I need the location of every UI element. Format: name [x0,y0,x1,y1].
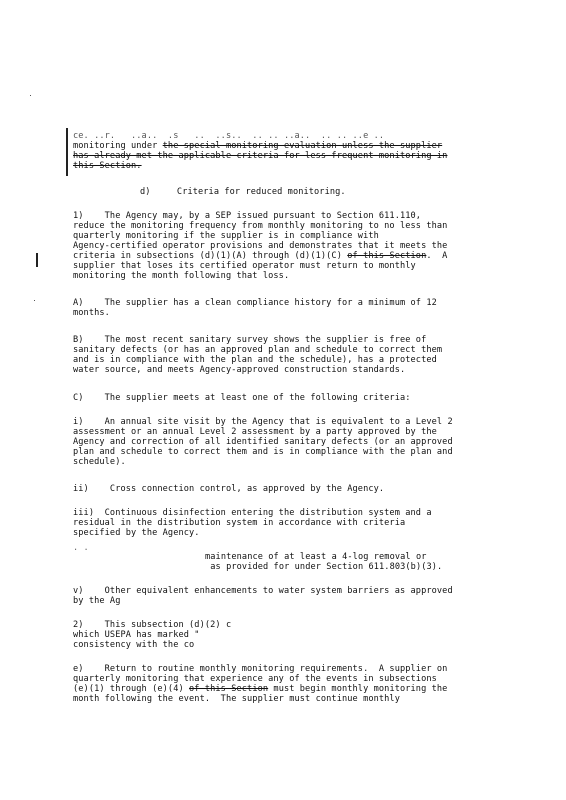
itemV-line: v) Other equivalent enhancements to water system barriers as approved [73,586,453,596]
itemV-line: by the Ag [73,596,121,606]
section-heading-d: d) Criteria for reduced monitoring. [140,187,346,197]
itemB-line: sanitary defects (or has an approved plan and schedule to correct them [73,345,443,355]
item2-line: which USEPA has marked " [73,630,200,640]
itemIV-line: . . [73,543,89,553]
itemI-line: schedule). [73,457,126,467]
revision-bar [66,128,68,176]
item2-line: 2) This subsection (d)(2) c [73,620,232,630]
itemIII-line: residual in the distribution system in accordance with criteria [73,518,406,528]
fragment-line: ce. ..r. ..a.. .s .. ..s.. .. .. ..a.. .. .. ..e .. [73,131,385,141]
scan-speck [34,300,35,301]
itemII-line: ii) Cross connection control, as approved by the Agency. [73,484,385,494]
itemE-line: (e)(1) through (e)(4) of this Section must begin monthly monitoring the [73,684,448,694]
itemE-line: month following the event. The supplier must continue monthly [73,694,400,704]
itemE-line: e) Return to routine monthly monitoring requirements. A supplier on [73,664,448,674]
itemB-line: water source, and meets Agency-approved construction standards. [73,365,406,375]
item1-line: reduce the monitoring frequency from monthly monitoring to no less than [73,221,448,231]
item1-line: monitoring the month following that loss. [73,271,290,281]
revision-bar [36,253,38,267]
itemC-line: C) The supplier meets at least one of the following criteria: [73,393,411,403]
itemA-line: A) The supplier has a clean compliance history for a minimum of 12 [73,298,437,308]
item2-line: consistency with the co [73,640,195,650]
intro-line-1: monitoring under the special monitoring evaluation unless the supplier [73,141,443,151]
intro-line-3: this Section. [73,161,142,171]
itemI-line: Agency and correction of all identified sanitary defects (or an approved [73,437,453,447]
item1-line: criteria in subsections (d)(1)(A) through (d)(1)(C) of this Section. A [73,251,448,261]
item1-line: 1) The Agency may, by a SEP issued pursuant to Section 611.110, [73,211,422,221]
itemE-line: quarterly monitoring that experience any of the events in subsections [73,674,437,684]
itemIII-line: specified by the Agency. [73,528,200,538]
itemIII-line: iii) Continuous disinfection entering the distribution system and a [73,508,432,518]
item1-line: Agency-certified operator provisions and demonstrates that it meets the [73,241,448,251]
item1-line: quarterly monitoring if the supplier is in compliance with [73,231,379,241]
itemI-line: assessment or an annual Level 2 assessment by a party approved by the [73,427,437,437]
itemB-line: and is in compliance with the plan and the schedule), has a protected [73,355,437,365]
item1-line: supplier that loses its certified operator must return to monthly [73,261,416,271]
itemB-line: B) The most recent sanitary survey shows the supplier is free of [73,335,427,345]
itemI-line: i) An annual site visit by the Agency that is equivalent to a Level 2 [73,417,453,427]
itemI-line: plan and schedule to correct them and is in compliance with the plan and [73,447,453,457]
scan-speck [30,95,31,96]
itemIV-line: maintenance of at least a 4-log removal or [205,552,427,562]
intro-line-2: has already met the applicable criteria for less frequent monitoring in [73,151,448,161]
itemA-line: months. [73,308,110,318]
itemIV-line: as provided for under Section 611.803(b)(3). [205,562,443,572]
